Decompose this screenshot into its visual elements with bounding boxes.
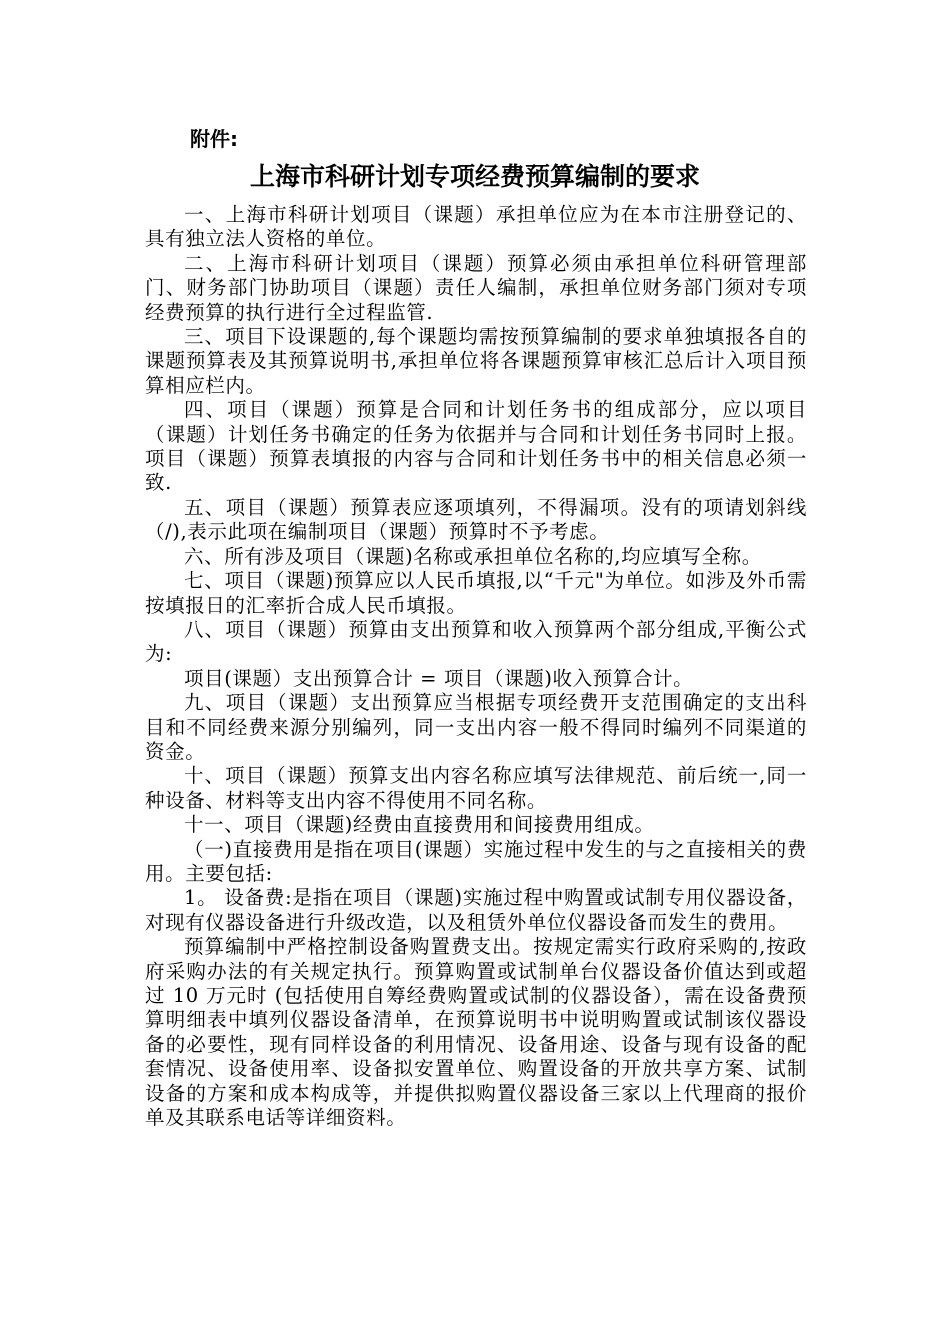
balance-formula: 项目(课题）支出预算合计 = 项目（课题)收入预算合计。 [184, 666, 694, 690]
paragraph-9: 九、项目（课题）支出预算应当根据专项经费开支范围确定的支出科目和不同经费来源分别编列，同一支出内容一般不得同时编列不同渠道的资金。 [145, 691, 807, 763]
paragraph-7: 七、项目（课题)预算应以人民币填报,以“千元"为单位。如涉及外币需按填报日的汇率折合成人民币填报。 [145, 569, 807, 617]
paragraph-3: 三、项目下设课题的,每个课题均需按预算编制的要求单独填报各自的课题预算表及其预算说明书,承担单位将各课题预算审核汇总后计入项目预算相应栏内。 [145, 325, 807, 397]
document-title: 上海市科研计划专项经费预算编制的要求 [249, 162, 700, 191]
paragraph-equipment-budget: 预算编制中严格控制设备购置费支出。按规定需实行政府采购的,按政府采购办法的有关规定执行。预算购置或试制单台仪器设备价值达到或超过 10 万元时 (包括使用自筹经费购置或试制的仪器设备），需在设备费预算明细表中填列仪器设备清单，在预算说明书中说明购置或试制该仪器设备的必要性，现有同样设备的利用情况、设备用途、设备与现有设备的配套情况、设备使用率、设备拟安置单位、购置设备的开放共享方案、试制设备的方案和成本构成等，并提供拟购置仪器设备三家以上代理商的报价单及其联系电话等详细资料。 [145, 935, 807, 1130]
paragraph-11: 十一、项目（课题)经费由直接费用和间接费用组成。 [184, 813, 655, 837]
paragraph-4: 四、项目（课题）预算是合同和计划任务书的组成部分，应以项目（课题）计划任务书确定的任务为依据并与合同和计划任务书同时上报。项目（课题）预算表填报的内容与合同和计划任务书中的相关信息必须一致. [145, 398, 807, 495]
paragraph-2: 二、上海市科研计划项目（课题）预算必须由承担单位科研管理部门、财务部门协助项目（课题）责任人编制，承担单位财务部门须对专项经费预算的执行进行全过程监管. [145, 251, 807, 324]
attachment-label: 附件: [190, 127, 238, 151]
paragraph-8: 八、项目（课题）预算由支出预算和收入预算两个部分组成,平衡公式为: [145, 617, 807, 666]
paragraph-equipment-fee: 1。 设备费:是指在项目（课题)实施过程中购置或试制专用仪器设备，对现有仪器设备进行升级改造，以及租赁外单位仪器设备而发生的费用。 [145, 886, 807, 934]
paragraph-5: 五、项目（课题）预算表应逐项填列，不得漏项。没有的项请划斜线（/),表示此项在编制项目（课题）预算时不予考虑。 [145, 495, 807, 544]
document-body [145, 203, 807, 1130]
paragraph-6: 六、所有涉及项目（课题)名称或承担单位名称的,均应填写全称。 [184, 544, 762, 568]
paragraph-10: 十、项目（课题）预算支出内容名称应填写法律规范、前后统一,同一种设备、材料等支出内容不得使用不同名称。 [145, 764, 807, 812]
paragraph-1: 一、上海市科研计划项目（课题）承担单位应为在本市注册登记的、具有独立法人资格的单位。 [145, 203, 807, 251]
paragraph-direct-costs: （一)直接费用是指在项目(课题）实施过程中发生的与之直接相关的费用。主要包括: [145, 837, 807, 885]
